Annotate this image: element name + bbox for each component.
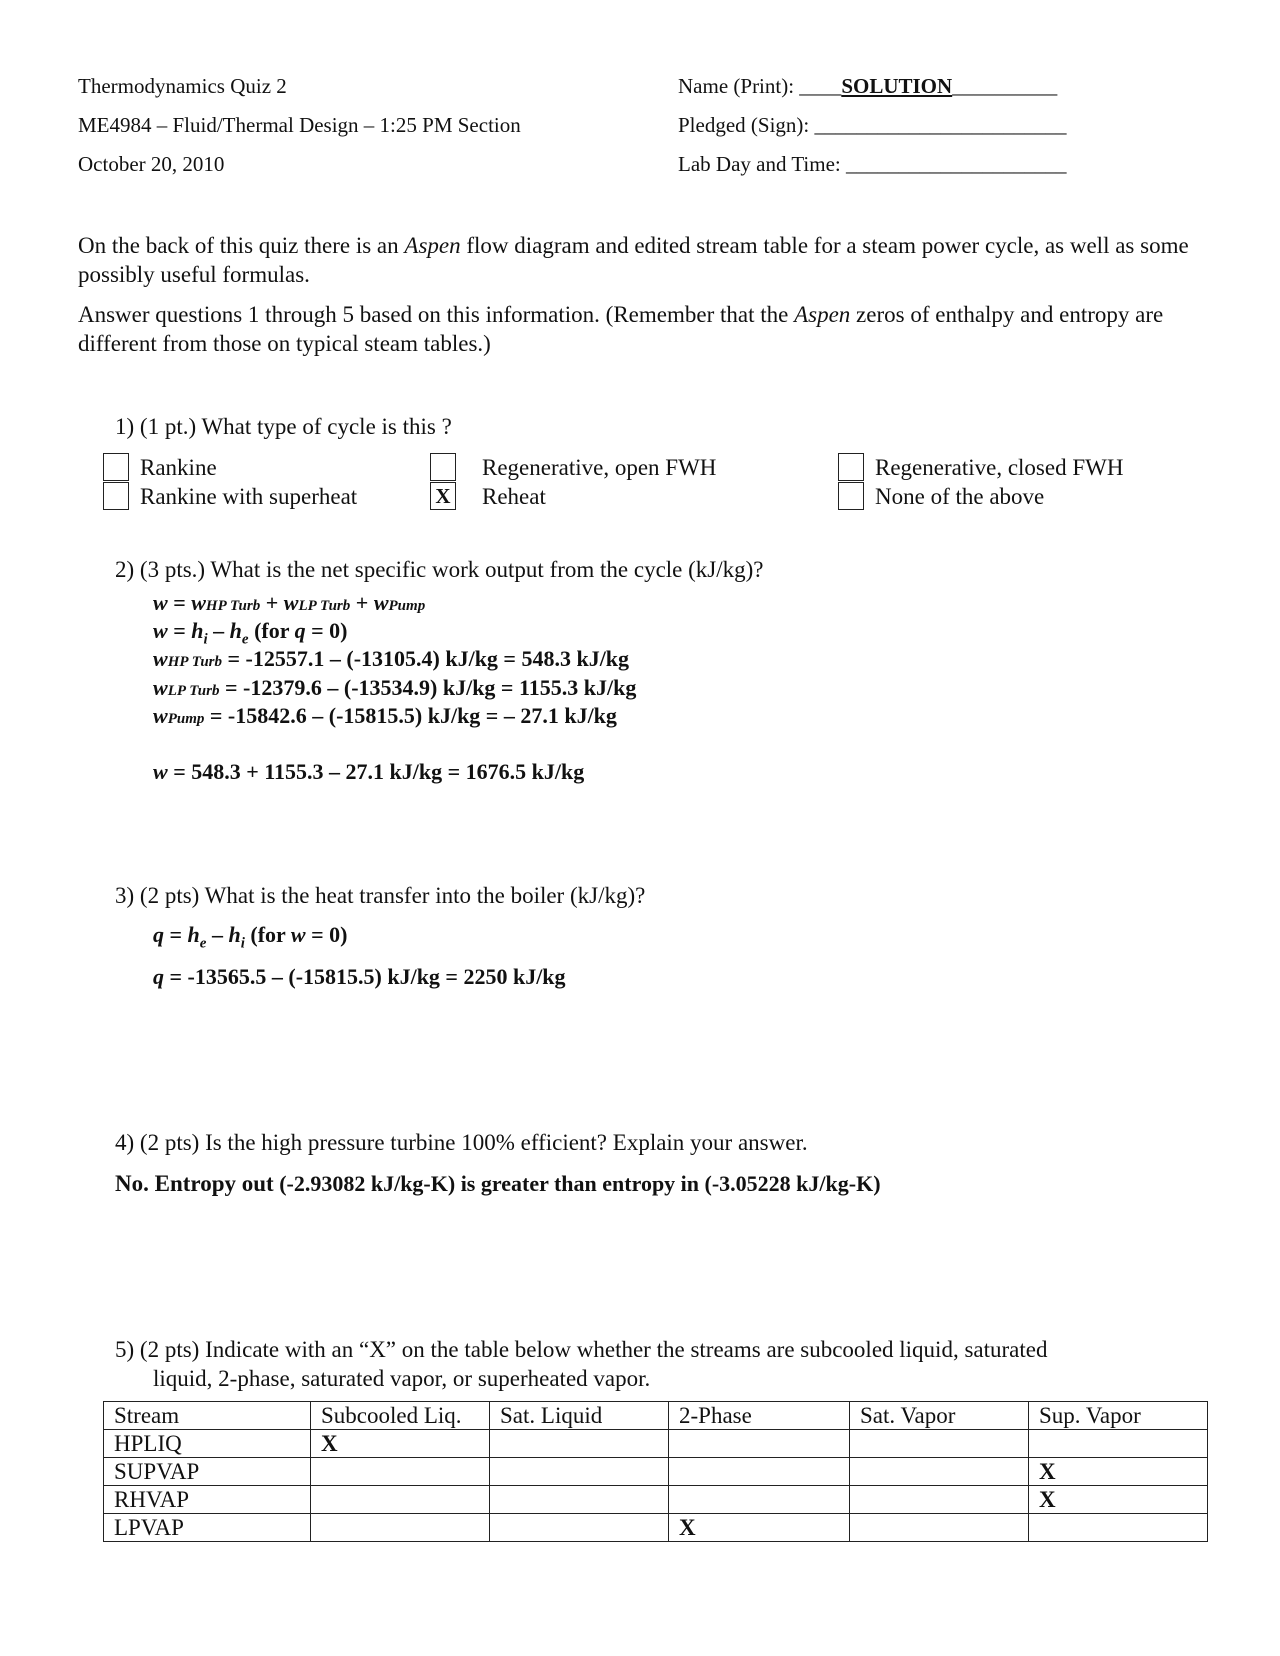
sym-w: w — [153, 703, 168, 728]
sym-eq: = — [167, 590, 192, 615]
q3-heat-value — [153, 964, 566, 990]
q1-option-regen-open: Regenerative, open FWH — [482, 455, 717, 480]
col-sat-vapor: Sat. Vapor — [850, 1402, 1029, 1430]
course-title: Thermodynamics Quiz 2 — [78, 74, 287, 98]
cell-mark[interactable] — [850, 1486, 1029, 1514]
subscript: Pump — [388, 598, 426, 614]
name-line — [678, 74, 1057, 99]
sym: – — [206, 922, 229, 947]
cell-mark[interactable] — [311, 1458, 490, 1486]
cell-mark[interactable] — [850, 1430, 1029, 1458]
value: = -15842.6 – (-15815.5) kJ/kg = – 27.1 kJ/kg — [204, 703, 617, 728]
sym-w: w — [373, 590, 389, 615]
sym: (for — [248, 618, 295, 643]
sym: = 0) — [305, 922, 348, 947]
q3-heat-definition — [153, 922, 347, 952]
quiz-date: October 20, 2010 — [78, 152, 225, 176]
value: = -12557.1 – (-13105.4) kJ/kg = 548.3 kJ/kg — [222, 646, 630, 671]
cell-mark[interactable] — [669, 1458, 850, 1486]
subscript: LP Turb — [167, 683, 220, 699]
sym: q — [294, 618, 306, 643]
lab-line: Lab Day and Time: _____________________ — [678, 152, 1067, 176]
stream-name: LPVAP — [104, 1514, 311, 1542]
subscript: LP Turb — [298, 598, 351, 614]
sym: q — [153, 964, 164, 989]
intro-paragraph-2 — [78, 300, 1208, 358]
value: = -12379.6 – (-13534.9) kJ/kg = 1155.3 kJ/kg — [219, 675, 637, 700]
sym-plus: + — [350, 590, 374, 615]
intro-p2-text-a: Answer questions 1 through 5 based on this information. (Remember that the — [78, 302, 795, 327]
course-section: ME4984 – Fluid/Thermal Design – 1:25 PM Section — [78, 113, 521, 137]
table-row — [104, 1486, 1208, 1514]
subscript: e — [199, 935, 207, 952]
q1-checkbox-reheat[interactable]: X — [430, 482, 456, 510]
name-label: Name (Print): ____ — [678, 74, 842, 98]
cell-mark[interactable] — [669, 1430, 850, 1458]
sym: h — [229, 618, 242, 643]
cell-mark[interactable]: X — [1029, 1486, 1208, 1514]
q5-prompt-line-2: liquid, 2-phase, saturated vapor, or superheated vapor. — [153, 1366, 651, 1391]
sym: w — [153, 618, 168, 643]
value: = 548.3 + 1155.3 – 27.1 kJ/kg = 1676.5 kJ/kg — [167, 759, 585, 784]
q2-prompt: 2) (3 pts.) What is the net specific work output from the cycle (kJ/kg)? — [115, 557, 764, 582]
table-header-row — [104, 1402, 1208, 1430]
sym-w: w — [153, 675, 168, 700]
cell-mark[interactable] — [1029, 1430, 1208, 1458]
q1-option-rankine-superheat: Rankine with superheat — [140, 484, 358, 509]
intro-paragraph-1 — [78, 231, 1208, 289]
q3-prompt: 3) (2 pts) What is the heat transfer into the boiler (kJ/kg)? — [115, 883, 646, 908]
q4-answer-detail: (-2.93082 kJ/kg-K) is greater than entropy in (-3.05228 kJ/kg-K) — [273, 1171, 881, 1196]
q1-checkbox-rankine-superheat[interactable] — [103, 482, 129, 510]
subscript: e — [241, 631, 249, 648]
sym-w: w — [153, 590, 168, 615]
q4-answer — [115, 1171, 881, 1197]
col-sup-vapor: Sup. Vapor — [1029, 1402, 1208, 1430]
name-value: SOLUTION — [841, 74, 953, 98]
sym: h — [187, 922, 200, 947]
q4-prompt: 4) (2 pts) Is the high pressure turbine 100% efficient? Explain your answer. — [115, 1130, 808, 1155]
name-trail: __________ — [952, 74, 1058, 98]
cell-mark[interactable] — [1029, 1514, 1208, 1542]
q1-checkbox-none[interactable] — [838, 482, 864, 510]
subscript: i — [203, 631, 208, 648]
sym-plus: + — [260, 590, 284, 615]
cell-mark[interactable] — [311, 1486, 490, 1514]
cell-mark[interactable] — [490, 1458, 669, 1486]
sym: h — [191, 618, 204, 643]
stream-name: SUPVAP — [104, 1458, 311, 1486]
subscript: HP Turb — [205, 598, 261, 614]
q4-answer-lead: No. Entropy out — [115, 1171, 274, 1196]
q5-prompt-line-1: 5) (2 pts) Indicate with an “X” on the table below whether the streams are subcooled liquid, saturated — [115, 1337, 1048, 1362]
pledged-line: Pledged (Sign): ________________________ — [678, 113, 1067, 137]
sym: q — [153, 922, 164, 947]
sym: h — [228, 922, 241, 947]
q2-work-enthalpy — [153, 618, 347, 648]
q1-checkbox-regen-open[interactable] — [430, 453, 456, 481]
q1-checkbox-regen-closed[interactable] — [838, 453, 864, 481]
sym: = 0) — [305, 618, 348, 643]
q2-net-work — [153, 759, 584, 785]
stream-name: HPLIQ — [104, 1430, 311, 1458]
sym-w: w — [153, 646, 168, 671]
q1-option-regen-closed: Regenerative, closed FWH — [875, 455, 1124, 480]
cell-mark[interactable]: X — [669, 1514, 850, 1542]
cell-mark[interactable] — [311, 1514, 490, 1542]
sym: = — [164, 922, 188, 947]
cell-mark[interactable] — [490, 1514, 669, 1542]
sym-w: w — [191, 590, 206, 615]
q1-option-none: None of the above — [875, 484, 1045, 509]
intro-p2-aspen: Aspen — [794, 302, 851, 327]
col-subcooled: Subcooled Liq. — [311, 1402, 490, 1430]
cell-mark[interactable]: X — [311, 1430, 490, 1458]
q1-checkbox-rankine[interactable] — [103, 453, 129, 481]
subscript: Pump — [167, 711, 205, 727]
stream-name: RHVAP — [104, 1486, 311, 1514]
q2-pump-work — [153, 703, 617, 729]
q2-hp-turbine-work — [153, 646, 629, 672]
table-row — [104, 1430, 1208, 1458]
cell-mark[interactable] — [490, 1430, 669, 1458]
q2-lp-turbine-work — [153, 675, 636, 701]
intro-p1-text-b: flow diagram and edited stream table for a steam power cycle, as well as some possibly useful formulas. — [78, 233, 1189, 287]
sym: = — [167, 618, 192, 643]
value: = -13565.5 – (-15815.5) kJ/kg = 2250 kJ/kg — [164, 964, 566, 989]
q1-prompt: 1) (1 pt.) What type of cycle is this ? — [115, 414, 452, 439]
sym-w: w — [153, 759, 168, 784]
subscript: i — [240, 935, 245, 952]
stream-phase-table — [103, 1401, 1208, 1542]
cell-mark[interactable] — [490, 1486, 669, 1514]
subscript: HP Turb — [167, 654, 222, 670]
q1-option-reheat: Reheat — [482, 484, 546, 509]
sym: w — [290, 922, 306, 947]
intro-p1-text-a: On the back of this quiz there is an — [78, 233, 405, 258]
intro-p1-aspen: Aspen — [404, 233, 461, 258]
cell-mark[interactable] — [669, 1486, 850, 1514]
sym: – — [207, 618, 230, 643]
col-2-phase: 2-Phase — [669, 1402, 850, 1430]
sym-w: w — [283, 590, 299, 615]
q1-option-rankine: Rankine — [140, 455, 217, 480]
cell-mark[interactable] — [850, 1458, 1029, 1486]
col-stream: Stream — [104, 1402, 311, 1430]
cell-mark[interactable] — [850, 1514, 1029, 1542]
q2-work-definition — [153, 590, 425, 616]
col-sat-liquid: Sat. Liquid — [490, 1402, 669, 1430]
table-row — [104, 1458, 1208, 1486]
intro-p2-text-b: zeros of enthalpy and entropy are different from those on typical steam tables.) — [78, 302, 1164, 356]
table-row — [104, 1514, 1208, 1542]
sym: (for — [244, 922, 291, 947]
cell-mark[interactable]: X — [1029, 1458, 1208, 1486]
